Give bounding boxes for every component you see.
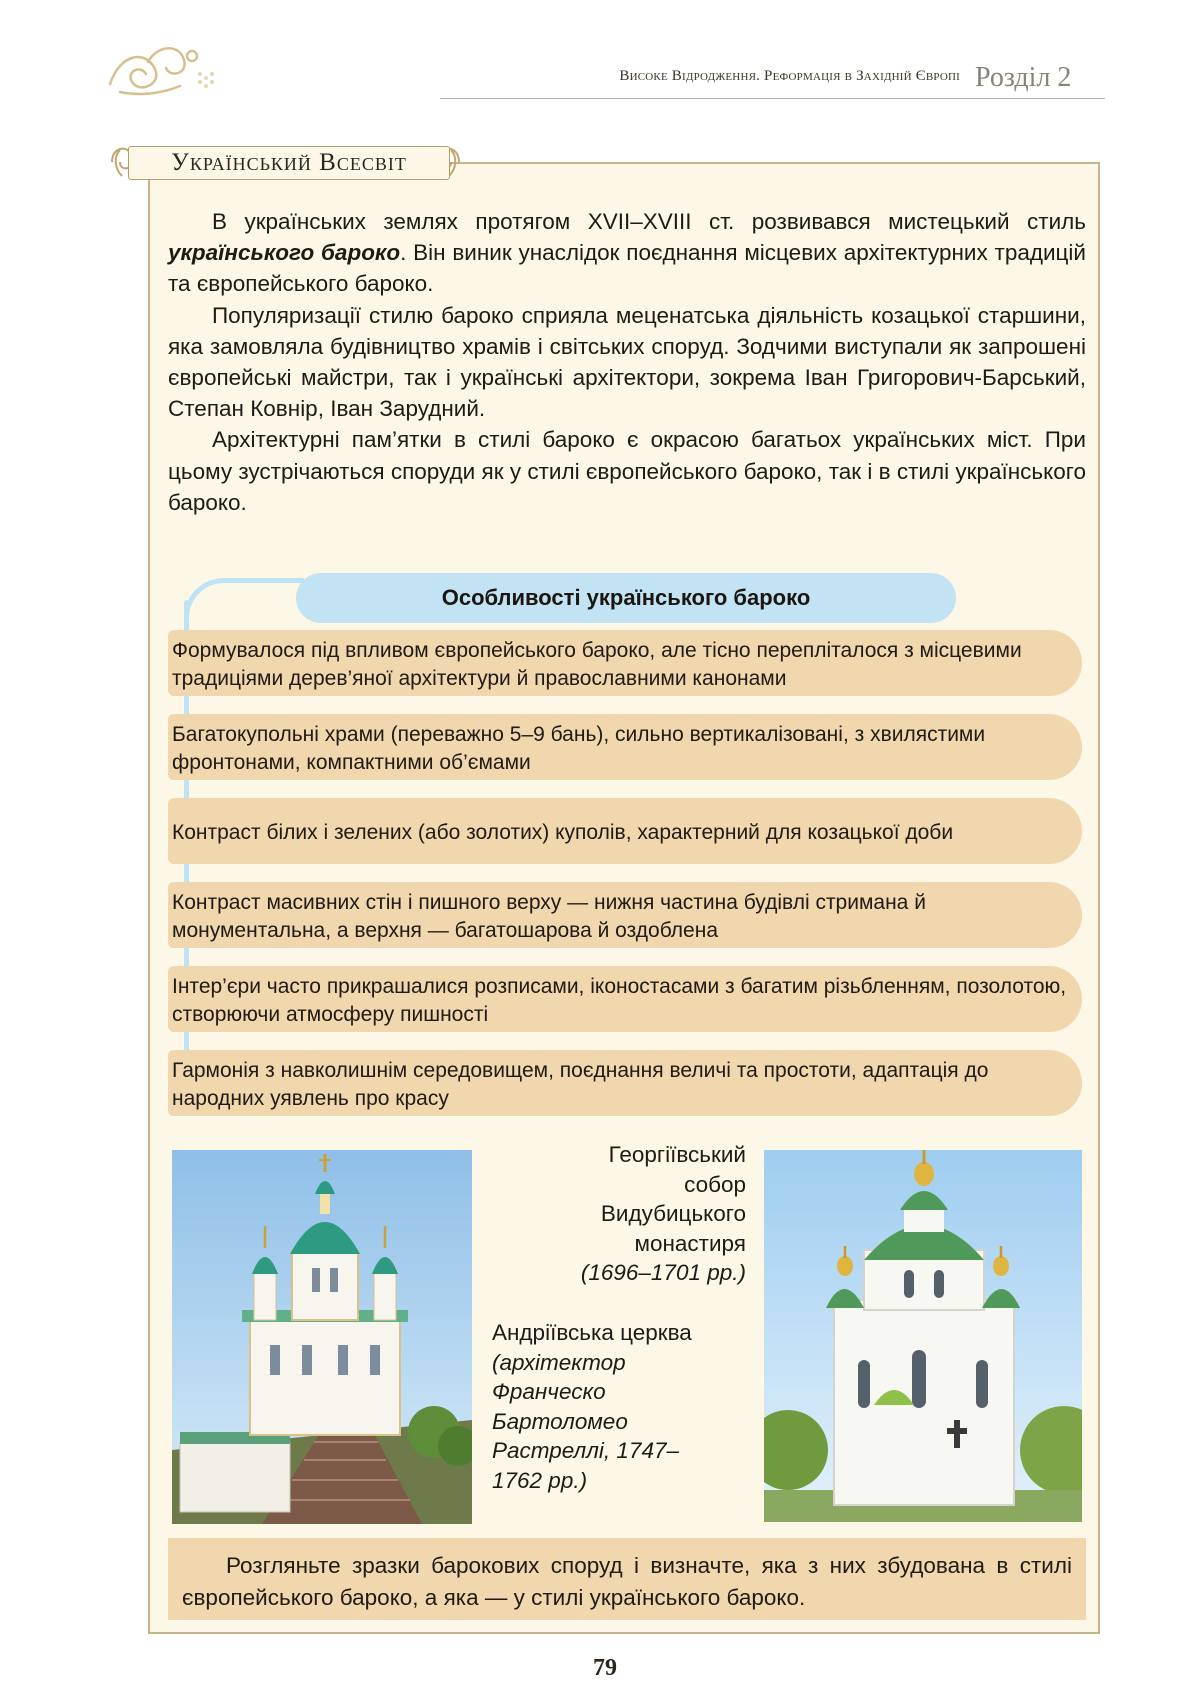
page-number: 79: [593, 1655, 617, 1681]
floral-ornament-icon: [100, 34, 220, 104]
section-title: Український Всесвіт: [128, 146, 450, 180]
feature-item: Інтер’єри часто прикрашалися розписами, іконостасами з багатим різьбленням, позолотою, створюючи атмосферу пишності: [168, 966, 1082, 1032]
feature-item: Контраст масивних стін і пишного верху — нижня частина будівлі стримана й монументальна, а верхня — багатошарова й оздоблена: [168, 882, 1082, 948]
task-text: Розгляньте зразки барокових споруд і визначте, яка з них збудована в стилі європейського бароко, а яка — у стилі українського бароко.: [182, 1553, 1072, 1610]
feature-item: Гармонія з навколишнім середовищем, поєднання величі та простоти, адаптація до народних уявлень про красу: [168, 1050, 1082, 1116]
feature-item: Формувалося під впливом європейського бароко, але тісно перепліталося з місцевими традиціями дерев’яної архітектури й православними канонами: [168, 630, 1082, 696]
caption-title: Георгіївський собор Видубицького монастиря: [600, 1142, 746, 1256]
chapter-label: Розділ 2: [975, 62, 1072, 93]
intro-text: [168, 206, 1086, 518]
feature-item: Багатокупольні храми (переважно 5–9 бань), сильно вертикалізовані, з хвилястими фронтонами, компактними об’ємами: [168, 714, 1082, 780]
caption-title: Андріївська церква: [492, 1320, 692, 1345]
andrew-church-photo: [172, 1150, 472, 1524]
andrew-church-caption: [492, 1318, 702, 1495]
timeline-connector: [184, 578, 304, 638]
running-title: Високе Відродження. Реформація в Західній Європі: [619, 68, 960, 84]
header-ornament: [100, 34, 220, 104]
intro-paragraph-2: Популяризації стилю бароко сприяла меценатська діяльність козацької старшини, яка замовляла будівництво храмів і світських споруд. Зодчими виступали як запрошені європейські майстри, так і українські архітектори, зокрема Іван Григорович-Барський, Степан Ковнір, Іван Зарудний.: [168, 302, 1086, 422]
george-cathedral-photo: [764, 1150, 1082, 1522]
george-cathedral-caption: [560, 1140, 746, 1288]
features-heading: Особливості українського бароко: [296, 573, 956, 623]
key-term: українського бароко: [168, 240, 401, 266]
task-box: [168, 1538, 1086, 1620]
header-divider: [440, 98, 1105, 99]
feature-item: Контраст білих і зелених (або золотих) куполів, характерний для козацької доби: [168, 798, 1082, 864]
intro-paragraph-3: Архітектурні пам’ятки в стилі бароко є окрасою багатьох українських міст. При цьому зустрічаються споруди як у стилі європейського бароко, так і в стилі українського бароко.: [168, 427, 1086, 515]
caption-details: (архітектор Франческо Бартоломео Растреллі, 1747–1762 рр.): [492, 1349, 679, 1493]
intro-paragraph-1: В українських землях протягом XVII–XVIII ст. розвивався мистецький стиль українського бароко. Він виник унаслідок поєднання місцевих архітектурних традицій та європейського бароко.: [168, 209, 1086, 297]
caption-dates: (1696–1701 рр.): [580, 1260, 746, 1285]
